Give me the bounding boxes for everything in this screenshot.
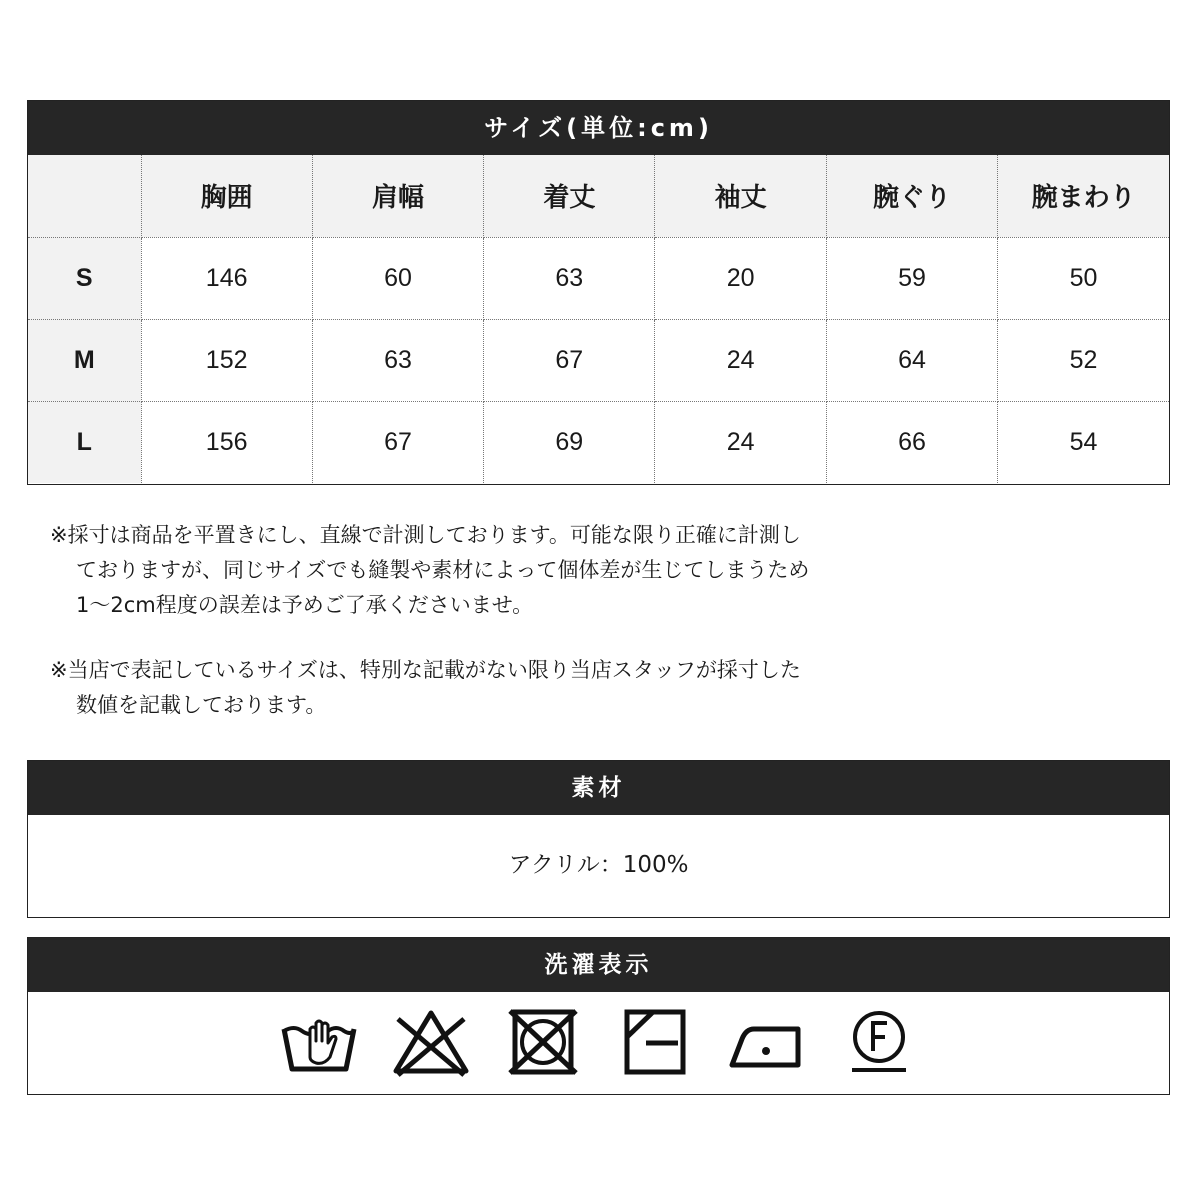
size-table-section [27,100,1170,485]
size-table [28,155,1169,483]
table-cell: 54 [1069,427,1098,456]
note-line: ておりますが、同じサイズでも縫製や素材によって個体差が生じてしまうため [76,558,810,582]
header-chest: 胸囲 [141,155,312,237]
table-cell: 64 [826,319,997,401]
table-cell: 156 [141,401,312,483]
table-cell: 69 [484,401,655,483]
header-length: 着丈 [484,155,655,237]
table-cell: 20 [655,237,826,319]
iron-low-icon [728,1007,806,1077]
size-label: S [28,237,141,319]
no-tumble-dry-icon [504,1007,582,1077]
note-measurement [50,518,1150,623]
table-cell: 67 [484,319,655,401]
note-line: 1〜2cm程度の誤差は予めご了承くださいませ。 [76,593,534,617]
size-label: L [28,401,141,483]
measurement-notes [50,518,1150,723]
size-table-title: サイズ(単位:cm) [28,101,1169,155]
table-cell: 60 [312,237,483,319]
size-table-corner [28,155,141,237]
size-table-header-row [28,155,1169,237]
header-armhole: 腕ぐり [826,155,997,237]
table-cell: 50 [998,237,1169,319]
table-cell: 63 [484,237,655,319]
line-dry-shade-icon [616,1007,694,1077]
size-label: M [28,319,141,401]
material-title: 素材 [28,761,1169,815]
note-size-label [50,653,1150,723]
material-text: アクリル：100% [508,852,689,878]
note-line: ※当店で表記しているサイズは、特別な記載がない限り当店スタッフが採寸した [50,658,801,682]
table-row [28,237,1169,319]
table-cell: 52 [998,319,1169,401]
table-cell: 152 [141,319,312,401]
header-arm-circumference: 腕まわり [998,155,1169,237]
table-cell: 24 [655,401,826,483]
table-cell: 59 [826,237,997,319]
material-section [27,760,1170,918]
table-row [28,401,1169,483]
care-title: 洗濯表示 [28,938,1169,992]
table-cell: 63 [312,319,483,401]
header-shoulder: 肩幅 [312,155,483,237]
table-cell: 146 [141,237,312,319]
table-row [28,319,1169,401]
no-bleach-icon [392,1007,470,1077]
table-cell: 66 [826,401,997,483]
dry-clean-f-icon [840,1007,918,1077]
header-sleeve: 袖丈 [655,155,826,237]
table-cell: 67 [312,401,483,483]
care-icons [28,992,1169,1092]
care-section [27,937,1170,1095]
note-line: 数値を記載しております。 [76,693,327,717]
hand-wash-icon [280,1007,358,1077]
note-line: ※採寸は商品を平置きにし、直線で計測しております。可能な限り正確に計測し [50,523,801,547]
table-cell: 24 [655,319,826,401]
